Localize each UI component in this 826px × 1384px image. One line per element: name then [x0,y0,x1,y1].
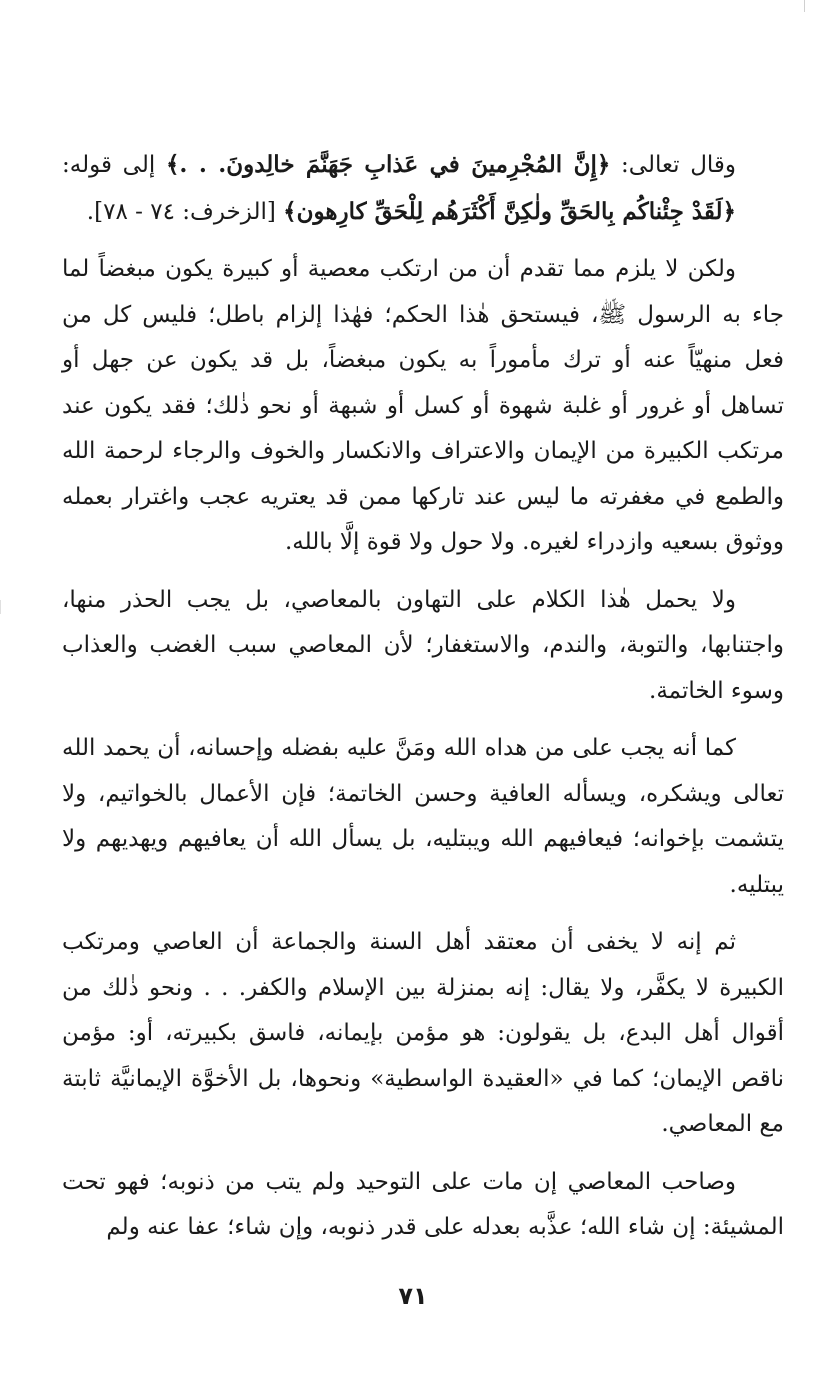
paragraph-text: ولا يحمل هٰذا الكلام على التهاون بالمعاصي، بل يجب الحذر منها، واجتنابها، والتوبة، والندم، والاستغفار؛ لأن المعاصي سبب الغضب والعذاب وسوء الخاتمة. [62,586,784,704]
page-number: ٧١ [398,1282,428,1310]
paragraph-text: كما أنه يجب على من هداه الله ومَنَّ عليه بفضله وإحسانه، أن يحمد الله تعالى ويشكره، ويسأله العافية وحسن الخاتمة؛ فإن الأعمال بالخواتيم، ولا يتشمت بإخوانه؛ فيعافيهم الله ويبتليه، بل يسأل الله أن يعافيهم ويهديهم ولا يبتليه. [62,735,784,898]
paragraph-text: إلى قوله: [62,152,166,178]
paragraph-text: ثم إنه لا يخفى أن معتقد أهل السنة والجماعة أن العاصي ومرتكب الكبيرة لا يكفَّر، ولا يقال: إنه بمنزلة بين الإسلام والكفر. . . ونحو ذٰلك من أقوال أهل البدع، بل يقولون: هو مؤمن بإيمانه، فاسق بكبيرته، أو: مؤمن ناقص الإيمان؛ كما في «العقيدة الواسطية» ونحوها، بل الأخوَّة الإيمانيَّة ثابتة مع المعاصي. [62,929,784,1137]
scan-edge-mark [804,0,805,12]
quran-verse: ﴿إِنَّ المُجْرِمينَ في عَذابِ جَهَنَّمَ خالِدونَ. . .﴾ [165,151,611,178]
paragraph [62,578,784,715]
paragraph [62,920,784,1148]
paragraph-text: ولكن لا يلزم مما تقدم أن من ارتكب معصية أو كبيرة يكون مبغضاً لما جاء به الرسول ﷺ، فيستحق هٰذا الحكم؛ فهٰذا إلزام باطل؛ فليس كل من فعل منهيّاً عنه أو ترك مأموراً به يكون مبغضاً، بل قد يكون عن جهل أو تساهل أو غرور أو غلبة شهوة أو كسل أو شبهة أو نحو ذٰلك؛ فقد يكون عند مرتكب الكبيرة من الإيمان والاعتراف والانكسار والخوف والرجاء لرحمة الله والطمع في مغفرته ما ليس عند تاركها ممن قد يعتريه عجب واغترار بعمله ووثوق بسعيه وازدراء لغيره. ولا حول ولا قوة إلَّا بالله. [62,256,784,555]
paragraph [62,726,784,908]
paragraph [62,247,784,566]
paragraph [62,142,784,235]
scan-margin-mark [0,600,1,614]
paragraph-text: وقال تعالى: [610,152,737,178]
paragraph [62,1160,784,1251]
body-text [62,142,784,1263]
paragraph-text: وصاحب المعاصي إن مات على التوحيد ولم يتب من ذنوبه؛ فهو تحت المشيئة: إن شاء الله؛ عذَّبه بعدله على قدر ذنوبه، وإن شاء؛ عفا عنه ولم [62,1168,784,1240]
verse-reference: [الزخرف: ٧٤ - ٧٨]. [86,198,284,225]
quran-verse: ﴿لَقَدْ جِئْناكُم بِالحَقِّ ولٰكِنَّ أَكْثَرَهُم لِلْحَقِّ كارِهون﴾ [283,197,736,225]
